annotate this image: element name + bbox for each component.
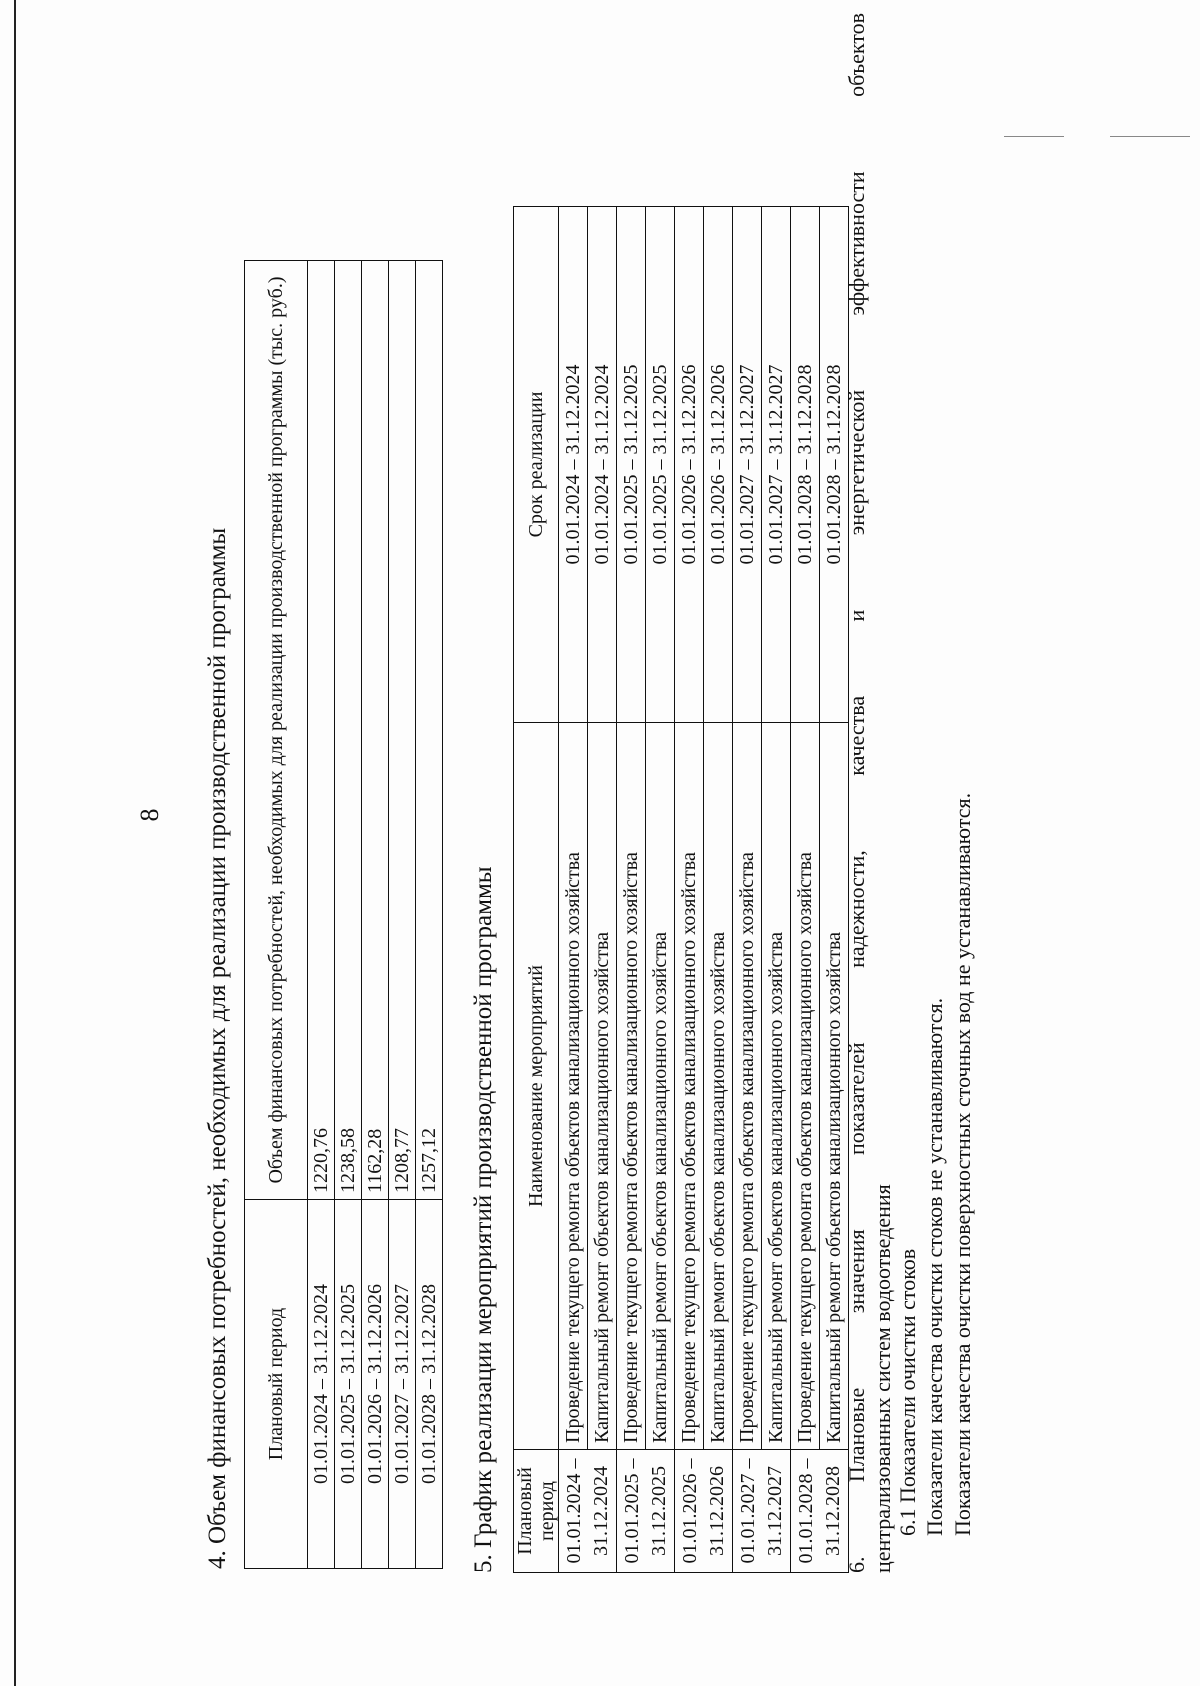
table-row <box>675 207 704 1573</box>
period-cell: 01.01.2025 – 31.12.2025 <box>335 1200 362 1569</box>
table-row <box>308 261 335 1569</box>
table-row <box>704 207 733 1573</box>
event-cell: Проведение текущего ремонта объектов канализационного хозяйства <box>791 723 820 1450</box>
table-row <box>646 207 675 1573</box>
section4-title: 4. Объем финансовых потребностей, необходимых для реализации производственной программы <box>204 527 231 1569</box>
term-cell: 01.01.2027 – 31.12.2027 <box>762 207 791 723</box>
heading-word: энергетической <box>844 389 869 536</box>
event-cell: Капитальный ремонт объектов канализационного хозяйства <box>704 723 733 1450</box>
period-end: 31.12.2025 <box>647 1466 670 1556</box>
column-header-term: Срок реализации <box>514 207 559 723</box>
period-end: 31.12.2024 <box>589 1466 612 1556</box>
period-cell <box>617 1450 675 1573</box>
heading-word: показателей <box>844 1042 869 1155</box>
amount-cell: 1208,77 <box>389 261 416 1200</box>
section5-title: 5. График реализации мероприятий производственной программы <box>470 866 497 1573</box>
table-row <box>733 207 762 1573</box>
term-cell: 01.01.2028 – 31.12.2028 <box>820 207 849 723</box>
period-cell <box>559 1450 617 1573</box>
event-cell: Капитальный ремонт объектов канализационного хозяйства <box>762 723 791 1450</box>
period-start: 01.01.2028 – <box>794 1458 817 1564</box>
period-start: 01.01.2024 – <box>562 1458 585 1564</box>
section6-heading-line2: централизованных систем водоотведения <box>870 1184 895 1573</box>
period-cell <box>791 1450 849 1573</box>
section6-heading-line1 <box>844 13 870 1573</box>
period-cell <box>675 1450 733 1573</box>
page-number: 8 <box>135 808 164 822</box>
term-cell: 01.01.2026 – 31.12.2026 <box>704 207 733 723</box>
table-row <box>389 261 416 1569</box>
period-end: 31.12.2027 <box>763 1466 786 1556</box>
term-cell: 01.01.2024 – 31.12.2024 <box>588 207 617 723</box>
table-row <box>791 207 820 1573</box>
event-cell: Проведение текущего ремонта объектов канализационного хозяйства <box>559 723 588 1450</box>
event-cell: Капитальный ремонт объектов канализационного хозяйства <box>588 723 617 1450</box>
schedule-table <box>513 206 849 1573</box>
heading-word: качества <box>844 695 869 776</box>
term-cell: 01.01.2026 – 31.12.2026 <box>675 207 704 723</box>
heading-word: значения <box>844 1229 869 1314</box>
heading-word: эффективности <box>844 171 869 316</box>
amount-cell: 1238,58 <box>335 261 362 1200</box>
section6-heading <box>844 13 896 1573</box>
period-cell <box>733 1450 791 1573</box>
period-cell: 01.01.2024 – 31.12.2024 <box>308 1200 335 1569</box>
term-cell: 01.01.2025 – 31.12.2025 <box>617 207 646 723</box>
period-cell: 01.01.2026 – 31.12.2026 <box>362 1200 389 1569</box>
heading-word: и <box>844 609 869 622</box>
column-header-period: Плановый период <box>245 1200 308 1569</box>
financial-needs-table <box>244 260 443 1569</box>
heading-word: Плановые <box>844 1387 869 1483</box>
table-row <box>362 261 389 1569</box>
period-cell: 01.01.2028 – 31.12.2028 <box>416 1200 443 1569</box>
event-cell: Капитальный ремонт объектов канализационного хозяйства <box>820 723 849 1450</box>
table-row <box>559 207 588 1573</box>
period-start: 01.01.2026 – <box>678 1458 701 1564</box>
term-cell: 01.01.2027 – 31.12.2027 <box>733 207 762 723</box>
amount-cell: 1257,12 <box>416 261 443 1200</box>
term-cell: 01.01.2025 – 31.12.2025 <box>646 207 675 723</box>
term-cell: 01.01.2024 – 31.12.2024 <box>559 207 588 723</box>
table-row <box>416 261 443 1569</box>
period-end: 31.12.2026 <box>705 1466 728 1556</box>
event-cell: Проведение текущего ремонта объектов канализационного хозяйства <box>733 723 762 1450</box>
column-header-amount: Объем финансовых потребностей, необходимых для реализации производственной программы (тыс. руб.) <box>245 261 308 1200</box>
heading-word: объектов <box>844 13 869 97</box>
table-header-row <box>514 207 559 1573</box>
event-cell: Капитальный ремонт объектов канализационного хозяйства <box>646 723 675 1450</box>
period-cell: 01.01.2027 – 31.12.2027 <box>389 1200 416 1569</box>
event-cell: Проведение текущего ремонта объектов канализационного хозяйства <box>675 723 704 1450</box>
section6-subheading: 6.1 Показатели очистки стоков <box>895 1248 920 1536</box>
period-start: 01.01.2027 – <box>736 1458 759 1564</box>
section6-text-line1: Показатели качества очистки стоков не устанавливаются. <box>922 997 947 1536</box>
heading-word: 6. <box>844 1556 869 1573</box>
table-row <box>335 261 362 1569</box>
column-header-period: Плановый период <box>514 1450 559 1573</box>
term-cell: 01.01.2028 – 31.12.2028 <box>791 207 820 723</box>
amount-cell: 1220,76 <box>308 261 335 1200</box>
table-row <box>617 207 646 1573</box>
section6-text-line2: Показатели качества очистки поверхностных сточных вод не устанавливаются. <box>950 792 975 1536</box>
event-cell: Проведение текущего ремонта объектов канализационного хозяйства <box>617 723 646 1450</box>
table-row <box>762 207 791 1573</box>
table-header-row <box>245 261 308 1569</box>
period-end: 31.12.2028 <box>821 1466 844 1556</box>
column-header-events: Наименование мероприятий <box>514 723 559 1450</box>
period-start: 01.01.2025 – <box>620 1458 643 1564</box>
heading-word: надежности, <box>844 850 869 968</box>
amount-cell: 1162,28 <box>362 261 389 1200</box>
table-row <box>588 207 617 1573</box>
